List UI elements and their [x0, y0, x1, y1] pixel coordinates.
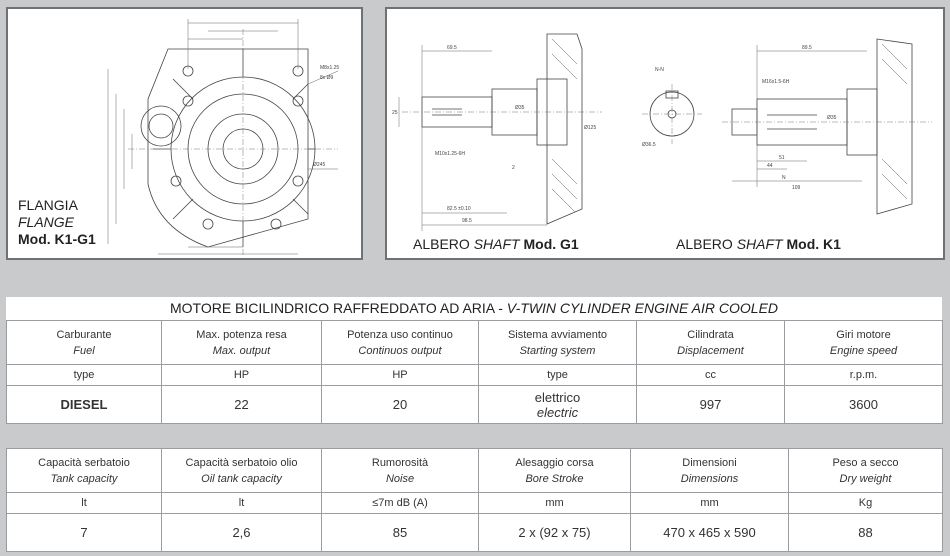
g1-dim-diameter: Ø35 — [515, 105, 525, 111]
unit-cell: lt — [162, 493, 322, 514]
header-noise: Rumorosità Noise — [322, 449, 479, 493]
unit-cell: cc — [637, 365, 785, 386]
shaft-k1-caption-italic: SHAFT — [736, 236, 783, 252]
value-dry-weight: 88 — [789, 514, 943, 552]
value-starting-system: elettrico electric — [479, 386, 637, 424]
table-row — [7, 386, 943, 424]
shaft-drawing-panel — [385, 7, 945, 260]
shaft-k1-caption-prefix: ALBERO — [676, 236, 733, 252]
header-fuel: Carburante Fuel — [7, 321, 162, 365]
flange-label-thread: M8x1.25 — [320, 65, 340, 71]
table-row — [7, 493, 943, 514]
flange-caption — [18, 197, 96, 248]
table-row — [7, 514, 943, 552]
unit-cell: HP — [322, 365, 479, 386]
header-continuous-output: Potenza uso continuo Continuos output — [322, 321, 479, 365]
k1-dim-length: 89.5 — [802, 45, 812, 51]
table-row — [7, 449, 943, 493]
shaft-g1-caption-italic: SHAFT — [473, 236, 520, 252]
table-title — [6, 297, 942, 320]
table-row — [7, 365, 943, 386]
g1-dim-length: 69.5 — [447, 45, 457, 51]
shaft-k1-caption-model: Mod. K1 — [786, 236, 841, 252]
header-displacement: Cilindrata Displacement — [637, 321, 785, 365]
value-max-output: 22 — [162, 386, 322, 424]
spec-table-2 — [6, 448, 943, 552]
g1-dim-total: 98.5 — [462, 218, 472, 224]
unit-cell: Kg — [789, 493, 943, 514]
g1-dim-step: 2 — [512, 165, 515, 171]
value-oil-tank-capacity: 2,6 — [162, 514, 322, 552]
flange-caption-line1: FLANGIA — [18, 197, 78, 213]
k1-dim-thread: M16x1.5-6H — [762, 79, 790, 85]
value-tank-capacity: 7 — [7, 514, 162, 552]
value-noise: 85 — [322, 514, 479, 552]
table-row — [7, 321, 943, 365]
header-starting-system: Sistema avviamento Starting system — [479, 321, 637, 365]
g1-dim-flange-distance: 82.5 ±0.10 — [447, 206, 471, 212]
section-label: N-N — [655, 67, 664, 73]
header-oil-tank-capacity: Capacità serbatoio olio Oil tank capacity — [162, 449, 322, 493]
g1-dim-key: 25 — [392, 110, 398, 116]
flange-label-diameter: Ø245 — [313, 162, 326, 168]
unit-cell: r.p.m. — [785, 365, 943, 386]
value-bore-stroke: 2 x (92 x 75) — [479, 514, 631, 552]
header-dry-weight: Peso a secco Dry weight — [789, 449, 943, 493]
shaft-k1-caption — [676, 236, 841, 253]
unit-cell: mm — [479, 493, 631, 514]
k1-section-mark: N — [782, 175, 786, 181]
shaft-technical-drawing — [387, 9, 945, 260]
table-title-italian: MOTORE BICILINDRICO RAFFREDDATO AD ARIA - — [169, 300, 507, 316]
flange-caption-line3: Mod. K1-G1 — [18, 231, 96, 247]
unit-cell: type — [7, 365, 162, 386]
unit-cell: lt — [7, 493, 162, 514]
k1-dim-total: 109 — [792, 185, 801, 191]
unit-cell: ≤7m dB (A) — [322, 493, 479, 514]
header-engine-speed: Giri motore Engine speed — [785, 321, 943, 365]
k1-dim-a: 51 — [779, 155, 785, 161]
value-fuel: DIESEL — [7, 386, 162, 424]
flange-label-holes: 8x Ø9 — [320, 75, 334, 81]
value-dimensions: 470 x 465 x 590 — [631, 514, 789, 552]
flange-caption-line2: FLANGE — [18, 214, 75, 230]
k1-dim-b: 44 — [767, 163, 773, 169]
g1-dim-thread: M10x1.25-6H — [435, 151, 466, 157]
shaft-g1-caption-prefix: ALBERO — [413, 236, 470, 252]
unit-cell: mm — [631, 493, 789, 514]
g1-dim-housing: Ø125 — [584, 125, 597, 131]
section-diameter: Ø36.5 — [642, 142, 656, 148]
spec-table-1 — [6, 320, 943, 424]
value-displacement: 997 — [637, 386, 785, 424]
header-tank-capacity: Capacità serbatoio Tank capacity — [7, 449, 162, 493]
shaft-g1-caption — [413, 236, 579, 253]
unit-cell: type — [479, 365, 637, 386]
k1-dim-diameter: Ø35 — [827, 115, 837, 121]
value-continuous-output: 20 — [322, 386, 479, 424]
flange-drawing-panel — [6, 7, 363, 260]
table-title-english: V-TWIN CYLINDER ENGINE AIR COOLED — [506, 300, 779, 316]
header-dimensions: Dimensioni Dimensions — [631, 449, 789, 493]
value-engine-speed: 3600 — [785, 386, 943, 424]
unit-cell: HP — [162, 365, 322, 386]
header-max-output: Max. potenza resa Max. output — [162, 321, 322, 365]
header-bore-stroke: Alesaggio corsa Bore Stroke — [479, 449, 631, 493]
shaft-g1-caption-model: Mod. G1 — [523, 236, 579, 252]
